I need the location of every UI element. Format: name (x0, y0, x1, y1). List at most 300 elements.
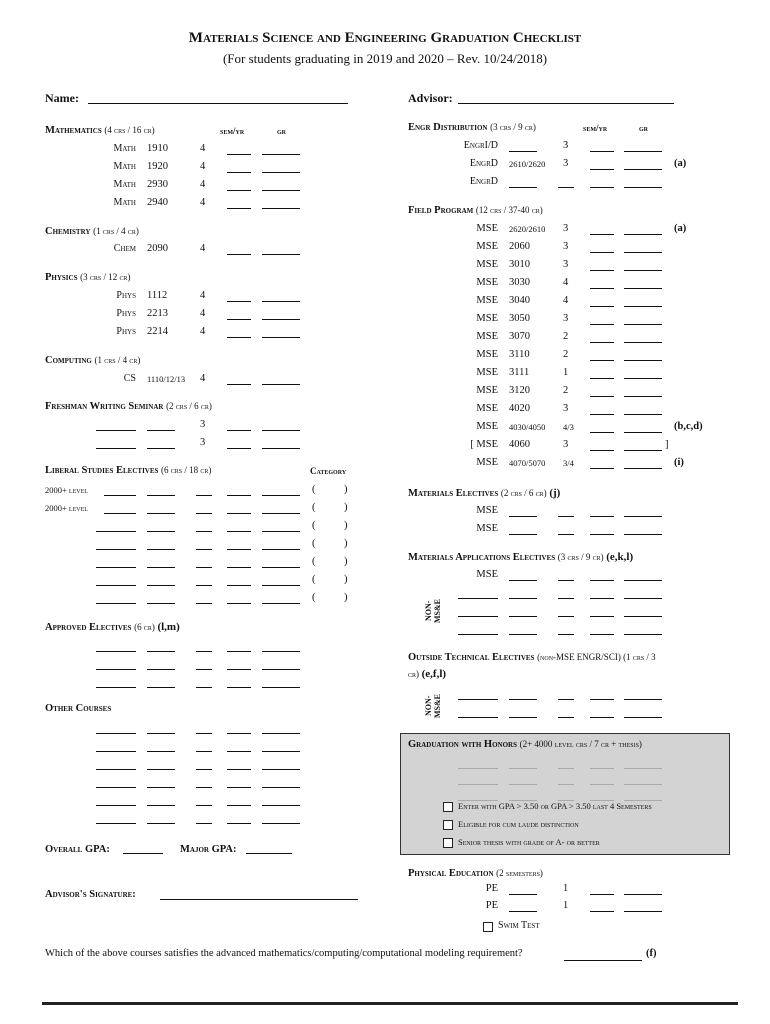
grade-field[interactable] (624, 598, 662, 599)
number-field[interactable] (147, 651, 175, 652)
course-field[interactable] (96, 787, 136, 788)
course-credits: 2 (563, 349, 569, 360)
semyr-field[interactable] (590, 784, 614, 785)
semyr-field[interactable] (590, 414, 614, 415)
grade-field[interactable] (262, 549, 300, 550)
approved-heading: Approved Electives (6 cr) (l,m) (45, 621, 180, 633)
course-dept: Phys (116, 326, 136, 337)
number-field[interactable] (147, 603, 175, 604)
credits-field[interactable] (558, 580, 574, 581)
grade-field[interactable] (624, 768, 662, 769)
course-credits: 3 (563, 313, 569, 324)
course-dept: MSE (476, 277, 498, 288)
category-close-paren: ) (344, 556, 348, 567)
credits-field[interactable] (196, 549, 212, 550)
grade-field[interactable] (262, 603, 300, 604)
grade-field[interactable] (624, 288, 662, 289)
credits-field[interactable] (196, 669, 212, 670)
credits-field[interactable] (196, 733, 212, 734)
credits-field[interactable] (558, 717, 574, 718)
category-header: Category (310, 466, 347, 476)
course-field[interactable] (96, 751, 136, 752)
course-number: 2930 (147, 179, 168, 190)
grade-field[interactable] (624, 151, 662, 152)
number-field[interactable] (147, 787, 175, 788)
semyr-field[interactable] (590, 699, 614, 700)
semyr-field[interactable] (590, 468, 614, 469)
number-field[interactable] (509, 616, 537, 617)
course-credits: 2 (563, 385, 569, 396)
number-field[interactable] (509, 580, 537, 581)
credits-field[interactable] (196, 585, 212, 586)
course-field[interactable] (96, 805, 136, 806)
course-dept: CS (123, 373, 136, 384)
semyr-field[interactable] (590, 378, 614, 379)
course-number: 2213 (147, 308, 168, 319)
honors-checkbox[interactable] (443, 820, 453, 830)
course-number: 1112 (147, 290, 168, 301)
course-credits: 4 (200, 179, 206, 190)
course-credits: 4 (200, 290, 206, 301)
category-open-paren: ( (312, 484, 316, 495)
credits-field[interactable] (558, 534, 574, 535)
outside-heading: Outside Technical Electives (non-MSE ENGR/SCI) (1 crs / 3 (408, 652, 656, 663)
grade-field[interactable] (624, 270, 662, 271)
grade-field[interactable] (624, 342, 662, 343)
semyr-field[interactable] (227, 154, 251, 155)
number-field[interactable] (509, 894, 537, 895)
number-field[interactable] (147, 769, 175, 770)
number-field[interactable] (147, 733, 175, 734)
semyr-field[interactable] (590, 432, 614, 433)
semyr-field[interactable] (227, 787, 251, 788)
course-number: 2090 (147, 243, 168, 254)
engr-dist-heading: Engr Distribution (3 crs / 9 cr) (408, 122, 536, 133)
level-label: 2000+ level (45, 503, 88, 513)
course-number: 4030/4050 (509, 422, 546, 432)
credits-field[interactable] (196, 513, 212, 514)
course-field[interactable] (96, 651, 136, 652)
course-field[interactable] (96, 733, 136, 734)
number-field[interactable] (509, 768, 537, 769)
grade-field[interactable] (624, 699, 662, 700)
number-field[interactable] (147, 513, 175, 514)
course-dept: MSE (476, 505, 498, 516)
number-field[interactable] (147, 448, 175, 449)
semyr-field[interactable] (590, 169, 614, 170)
name-label: Name: (45, 91, 79, 105)
grade-field[interactable] (624, 234, 662, 235)
semyr-field[interactable] (227, 430, 251, 431)
course-field[interactable] (104, 495, 136, 496)
credits-field[interactable] (196, 531, 212, 532)
grade-field[interactable] (262, 208, 300, 209)
grade-field[interactable] (624, 468, 662, 469)
semyr-field[interactable] (590, 598, 614, 599)
grade-field[interactable] (262, 669, 300, 670)
semyr-field[interactable] (590, 768, 614, 769)
course-number: 3040 (509, 295, 530, 306)
credits-field[interactable] (196, 751, 212, 752)
number-field[interactable] (509, 784, 537, 785)
grade-field[interactable] (624, 169, 662, 170)
semyr-field[interactable] (227, 190, 251, 191)
semyr-field[interactable] (227, 337, 251, 338)
course-number: 2060 (509, 241, 530, 252)
semyr-field[interactable] (590, 360, 614, 361)
course-dept: MSE (476, 241, 498, 252)
course-dept: MSE (476, 295, 498, 306)
grade-field[interactable] (262, 430, 300, 431)
course-credits: 3 (563, 158, 569, 169)
credits-field[interactable] (196, 823, 212, 824)
grade-field[interactable] (262, 823, 300, 824)
course-number: 2620/2610 (509, 224, 546, 234)
semyr-field[interactable] (227, 567, 251, 568)
semyr-field[interactable] (590, 342, 614, 343)
course-field[interactable] (458, 634, 498, 635)
signature-label: Advisor's Signature: (45, 889, 136, 900)
semyr-field[interactable] (227, 603, 251, 604)
semyr-field[interactable] (590, 634, 614, 635)
gr-header: gr (277, 126, 286, 136)
course-number: 4020 (509, 403, 530, 414)
semyr-field[interactable] (227, 513, 251, 514)
number-field[interactable] (147, 669, 175, 670)
credits-field[interactable] (558, 516, 574, 517)
course-dept: MSE (476, 421, 498, 432)
semyr-header: sem/yr (220, 126, 245, 136)
course-dept: MSE (476, 259, 498, 270)
semyr-field[interactable] (227, 585, 251, 586)
honors-checkbox[interactable] (443, 838, 453, 848)
course-dept: EngrI/D (463, 140, 498, 151)
semyr-field[interactable] (590, 234, 614, 235)
grade-field[interactable] (262, 733, 300, 734)
category-close-paren: ) (344, 538, 348, 549)
semyr-field[interactable] (590, 396, 614, 397)
course-number: 2214 (147, 326, 168, 337)
grade-field[interactable] (624, 717, 662, 718)
major-gpa-label: Major GPA: (180, 844, 237, 855)
number-field[interactable] (509, 516, 537, 517)
overall-gpa-field[interactable] (123, 853, 163, 854)
course-field[interactable] (96, 823, 136, 824)
bottom-rule (42, 1002, 738, 1005)
credits-field[interactable] (196, 769, 212, 770)
course-field[interactable] (96, 769, 136, 770)
course-credits: 4 (200, 243, 206, 254)
honors-check-label: Senior thesis with grade of A- or better (458, 837, 600, 847)
course-dept: MSE (476, 523, 498, 534)
grade-field[interactable] (262, 172, 300, 173)
grade-field[interactable] (624, 534, 662, 535)
grade-field[interactable] (262, 531, 300, 532)
advisor-label: Advisor: (408, 91, 453, 105)
semyr-field[interactable] (227, 254, 251, 255)
number-field[interactable] (509, 699, 537, 700)
grade-field[interactable] (262, 751, 300, 752)
grade-field[interactable] (262, 301, 300, 302)
semyr-field[interactable] (590, 450, 614, 451)
grade-field[interactable] (262, 567, 300, 568)
grade-field[interactable] (262, 585, 300, 586)
semyr-field[interactable] (227, 208, 251, 209)
course-credits: 2 (563, 331, 569, 342)
grade-field[interactable] (262, 154, 300, 155)
credits-field[interactable] (558, 768, 574, 769)
credits-field[interactable] (558, 784, 574, 785)
course-number: 1920 (147, 161, 168, 172)
course-field[interactable] (96, 603, 136, 604)
course-number: 3110 (509, 349, 530, 360)
credits-field[interactable] (196, 687, 212, 688)
grade-field[interactable] (262, 495, 300, 496)
course-dept: Chem (113, 243, 136, 254)
semyr-field[interactable] (227, 687, 251, 688)
footer-answer-field[interactable] (564, 960, 642, 961)
course-credits: 3 (563, 223, 569, 234)
course-dept: MSE (476, 313, 498, 324)
course-field[interactable] (96, 549, 136, 550)
grade-field[interactable] (262, 319, 300, 320)
course-dept: Phys (116, 290, 136, 301)
number-field[interactable] (147, 531, 175, 532)
course-note: (i) (674, 457, 684, 468)
category-open-paren: ( (312, 502, 316, 513)
semyr-field[interactable] (227, 805, 251, 806)
grade-field[interactable] (262, 513, 300, 514)
grade-field[interactable] (262, 805, 300, 806)
course-dept: MSE (476, 403, 498, 414)
semyr-field[interactable] (227, 384, 251, 385)
mathematics-heading: Mathematics (4 crs / 16 cr) (45, 125, 155, 136)
semyr-field[interactable] (590, 324, 614, 325)
category-close-paren: ) (344, 592, 348, 603)
major-gpa-field[interactable] (246, 853, 292, 854)
grade-field[interactable] (262, 687, 300, 688)
course-credits: 3 (200, 437, 206, 448)
course-credits: 3/4 (563, 458, 574, 468)
name-field[interactable] (88, 103, 348, 104)
credits-field[interactable] (196, 787, 212, 788)
credits-field[interactable] (196, 603, 212, 604)
course-dept: Math (113, 179, 136, 190)
swim-test-label: Swim Test (498, 920, 540, 931)
number-field[interactable] (509, 534, 537, 535)
semyr-field[interactable] (227, 448, 251, 449)
grade-field[interactable] (262, 769, 300, 770)
mat-apps-heading: Materials Applications Electives (3 crs / 9 cr) (e,k,l) (408, 551, 634, 563)
number-field[interactable] (509, 151, 537, 152)
semyr-field[interactable] (590, 516, 614, 517)
semyr-field[interactable] (590, 252, 614, 253)
grade-field[interactable] (262, 787, 300, 788)
semyr-field[interactable] (590, 151, 614, 152)
credits-field[interactable] (196, 495, 212, 496)
overall-gpa-label: Overall GPA: (45, 844, 110, 855)
course-note: (b,c,d) (674, 421, 703, 432)
number-field[interactable] (147, 805, 175, 806)
semyr-field[interactable] (590, 288, 614, 289)
footer-note: (f) (646, 948, 657, 959)
semyr-field[interactable] (590, 911, 614, 912)
grade-field[interactable] (262, 384, 300, 385)
semyr-field[interactable] (590, 717, 614, 718)
number-field[interactable] (147, 823, 175, 824)
swim-test-checkbox[interactable] (483, 922, 493, 932)
number-field[interactable] (509, 717, 537, 718)
grade-field[interactable] (624, 580, 662, 581)
number-field[interactable] (509, 187, 537, 188)
course-field[interactable] (458, 768, 498, 769)
semyr-field[interactable] (227, 301, 251, 302)
grade-field[interactable] (624, 516, 662, 517)
course-number: 3050 (509, 313, 530, 324)
chemistry-heading: Chemistry (1 crs / 4 cr) (45, 226, 139, 237)
semyr-field[interactable] (227, 549, 251, 550)
credits-field[interactable] (196, 651, 212, 652)
course-field[interactable] (458, 616, 498, 617)
semyr-field[interactable] (227, 172, 251, 173)
grade-field[interactable] (624, 911, 662, 912)
course-number: 2610/2620 (509, 159, 546, 169)
honors-checkbox[interactable] (443, 802, 453, 812)
liberal-heading: Liberal Studies Electives (6 crs / 18 cr) (45, 465, 212, 476)
credits-field[interactable] (196, 805, 212, 806)
grade-field[interactable] (262, 337, 300, 338)
grade-field[interactable] (624, 324, 662, 325)
credits-field[interactable] (558, 598, 574, 599)
course-field[interactable] (458, 784, 498, 785)
grade-field[interactable] (624, 450, 662, 451)
grade-field[interactable] (624, 378, 662, 379)
grade-field[interactable] (624, 252, 662, 253)
semyr-field[interactable] (227, 823, 251, 824)
grade-field[interactable] (624, 894, 662, 895)
grade-field[interactable] (624, 187, 662, 188)
semyr-field[interactable] (590, 187, 614, 188)
semyr-field[interactable] (227, 733, 251, 734)
course-field[interactable] (96, 448, 136, 449)
semyr-field[interactable] (227, 651, 251, 652)
course-credits: 4 (200, 143, 206, 154)
course-credits: 4 (200, 326, 206, 337)
signature-field[interactable] (160, 899, 358, 900)
number-field[interactable] (147, 687, 175, 688)
number-field[interactable] (509, 598, 537, 599)
category-close-paren: ) (344, 502, 348, 513)
course-dept: MSE (476, 223, 498, 234)
grade-field[interactable] (262, 254, 300, 255)
course-credits: 1 (563, 883, 569, 894)
grade-field[interactable] (624, 784, 662, 785)
credits-field[interactable] (196, 567, 212, 568)
footer-question: Which of the above courses satisfies the advanced mathematics/computing/computational modeling requirement? (45, 948, 523, 959)
semyr-field[interactable] (227, 769, 251, 770)
number-field[interactable] (147, 567, 175, 568)
number-field[interactable] (509, 911, 537, 912)
number-field[interactable] (147, 549, 175, 550)
semyr-field[interactable] (590, 306, 614, 307)
semyr-field[interactable] (590, 894, 614, 895)
course-dept: PE (485, 900, 498, 911)
course-field[interactable] (96, 567, 136, 568)
grade-field[interactable] (624, 396, 662, 397)
semyr-field[interactable] (227, 669, 251, 670)
course-field[interactable] (458, 699, 498, 700)
credits-field[interactable] (558, 187, 574, 188)
course-field[interactable] (96, 430, 136, 431)
gr-header-right: gr (639, 123, 648, 133)
grade-field[interactable] (624, 306, 662, 307)
bracket-close: ] (665, 439, 669, 450)
grade-field[interactable] (262, 190, 300, 191)
semyr-field[interactable] (590, 580, 614, 581)
course-credits: 4 (200, 373, 206, 384)
course-credits: 3 (563, 439, 569, 450)
course-dept: [ MSE (470, 439, 498, 450)
credits-field[interactable] (558, 616, 574, 617)
course-field[interactable] (458, 717, 498, 718)
course-dept: EngrD (469, 176, 498, 187)
semyr-field[interactable] (227, 319, 251, 320)
grade-field[interactable] (624, 634, 662, 635)
field-program-heading: Field Program (12 crs / 37-40 cr) (408, 205, 543, 216)
pe-heading: Physical Education (2 semesters) (408, 868, 543, 879)
course-credits: 3 (563, 140, 569, 151)
course-field[interactable] (96, 585, 136, 586)
number-field[interactable] (147, 495, 175, 496)
course-number: 3030 (509, 277, 530, 288)
credits-field[interactable] (558, 699, 574, 700)
course-credits: 4 (200, 308, 206, 319)
course-field[interactable] (96, 687, 136, 688)
grade-field[interactable] (262, 448, 300, 449)
semyr-field[interactable] (227, 495, 251, 496)
course-number: 1110/12/13 (147, 374, 186, 384)
number-field[interactable] (147, 430, 175, 431)
grade-field[interactable] (624, 616, 662, 617)
semyr-field[interactable] (590, 616, 614, 617)
course-field[interactable] (96, 669, 136, 670)
course-field[interactable] (96, 531, 136, 532)
course-note: (a) (674, 158, 687, 169)
course-dept: MSE (476, 367, 498, 378)
number-field[interactable] (147, 585, 175, 586)
course-credits: 3 (200, 419, 206, 430)
credits-field[interactable] (558, 634, 574, 635)
semyr-field[interactable] (227, 751, 251, 752)
grade-field[interactable] (624, 360, 662, 361)
category-open-paren: ( (312, 520, 316, 531)
number-field[interactable] (509, 634, 537, 635)
other-heading: Other Courses (45, 703, 112, 714)
honors-heading: Graduation with Honors (2+ 4000 level crs / 7 cr + thesis) (408, 739, 642, 750)
semyr-field[interactable] (590, 534, 614, 535)
semyr-field[interactable] (227, 531, 251, 532)
grade-field[interactable] (624, 432, 662, 433)
course-credits: 4/3 (563, 422, 574, 432)
grade-field[interactable] (262, 651, 300, 652)
number-field[interactable] (147, 751, 175, 752)
semyr-field[interactable] (590, 270, 614, 271)
course-field[interactable] (458, 598, 498, 599)
advisor-field[interactable] (458, 103, 674, 104)
grade-field[interactable] (624, 414, 662, 415)
course-field[interactable] (104, 513, 136, 514)
course-credits: 3 (563, 241, 569, 252)
